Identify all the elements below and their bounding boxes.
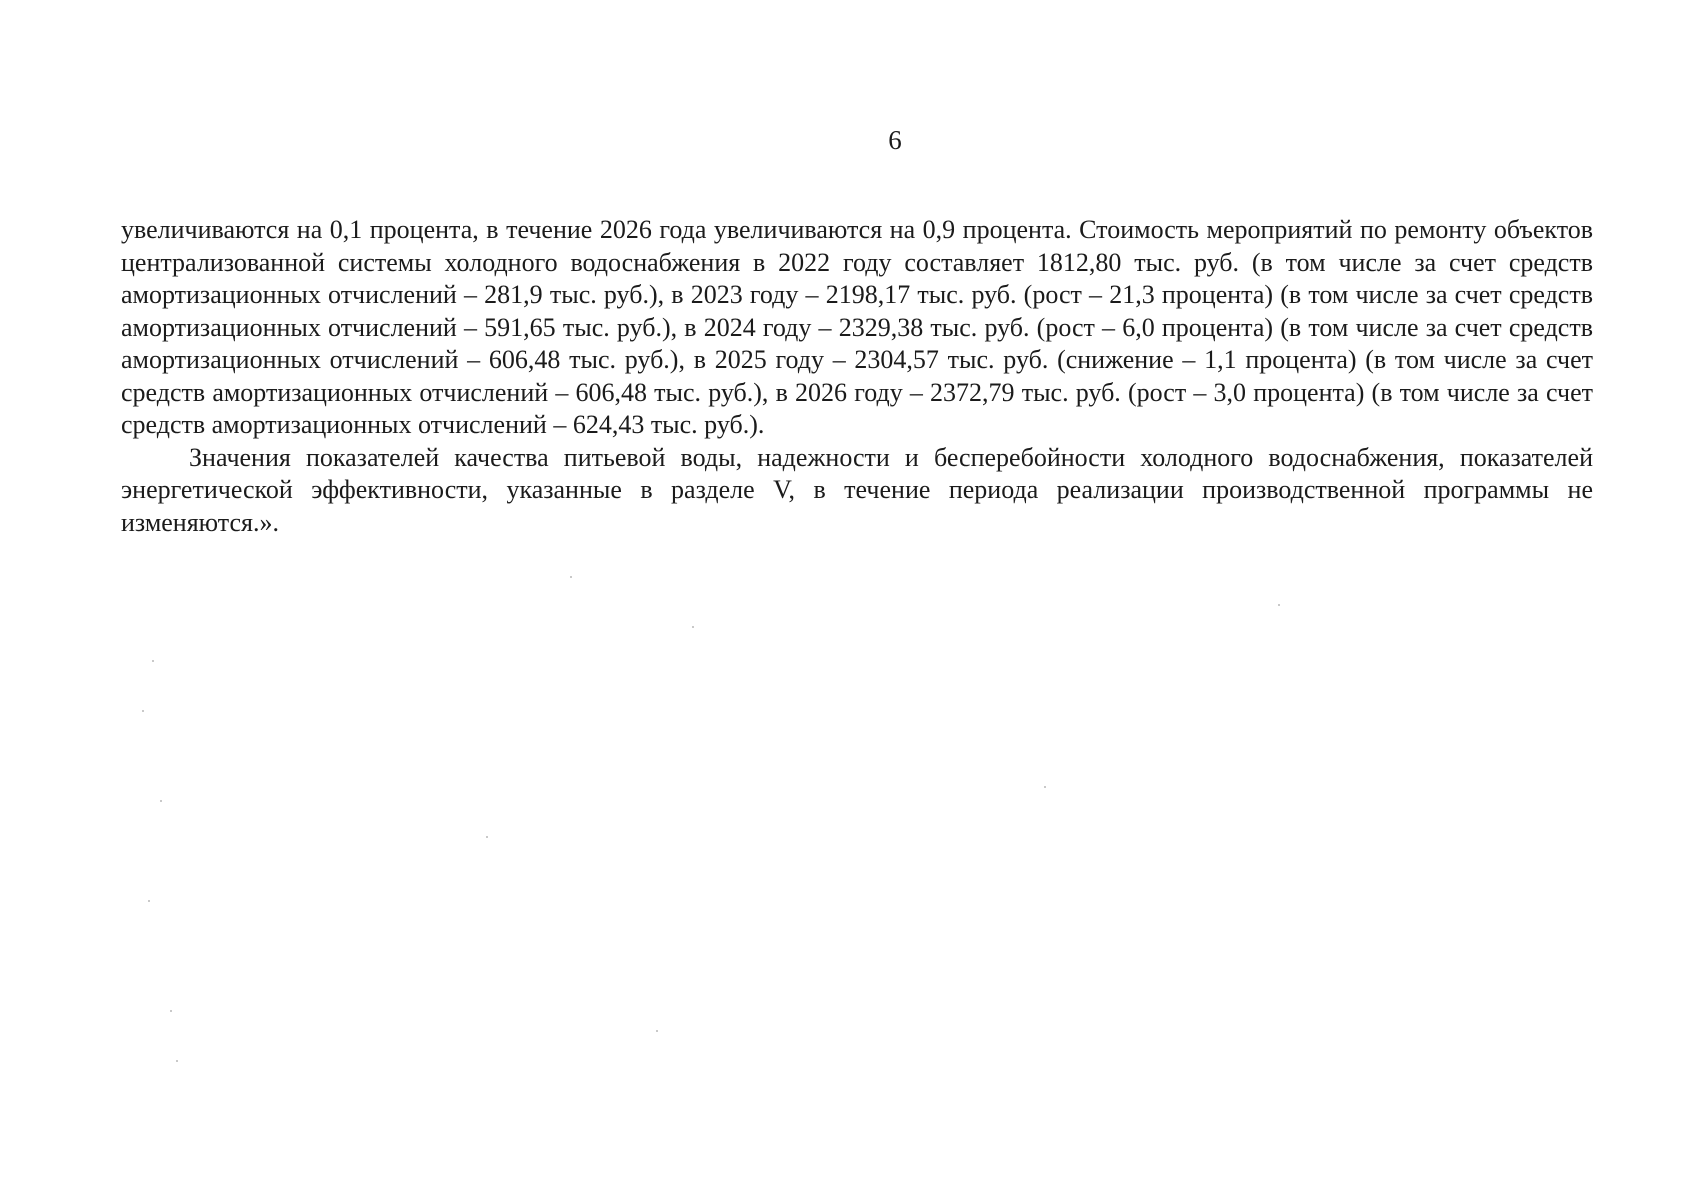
scan-speck [170,1010,172,1012]
scan-speck [160,800,162,802]
scan-speck [1044,786,1046,788]
scan-speck [570,576,572,578]
paragraph-indicators: Значения показателей качества питьевой воды, надежности и бесперебойности холодного водоснабжения, показателей энергетической эффективности, указанные в разделе V, в течение периода реализации производственной программы не изменяются.». [121,442,1593,537]
scan-speck [692,626,694,628]
paragraph-repair-costs: увеличиваются на 0,1 процента, в течение 2026 года увеличиваются на 0,9 процента. Стоимость мероприятий по ремонту объектов централизованной системы холодного водоснабжения в 2022 году составляет 1812,80 тыс. руб. (в том числе за счет средств амортизационных отчислений – 281,9 тыс. руб.), в 2023 году – 2198,17 тыс. руб. (рост – 21,3 процента) (в том числе за счет средств амортизационных отчислений – 591,65 тыс. руб.), в 2024 году – 2329,38 тыс. руб. (рост – 6,0 процента) (в том числе за счет средств амортизационных отчислений – 606,48 тыс. руб.), в 2025 году – 2304,57 тыс. руб. (снижение – 1,1 процента) (в том числе за счет средств амортизационных отчислений – 606,48 тыс. руб.), в 2026 году – 2372,79 тыс. руб. (рост – 3,0 процента) (в том числе за счет средств амортизационных отчислений – 624,43 тыс. руб.). [121,215,1593,439]
scan-speck [486,836,488,838]
scan-speck [148,900,150,902]
scan-speck [142,710,144,712]
document-body [121,214,1593,539]
scan-speck [176,1060,178,1062]
scan-speck [152,660,154,662]
page-number: 6 [888,125,902,155]
scan-speck [1278,604,1280,606]
scan-speck [656,1030,658,1032]
